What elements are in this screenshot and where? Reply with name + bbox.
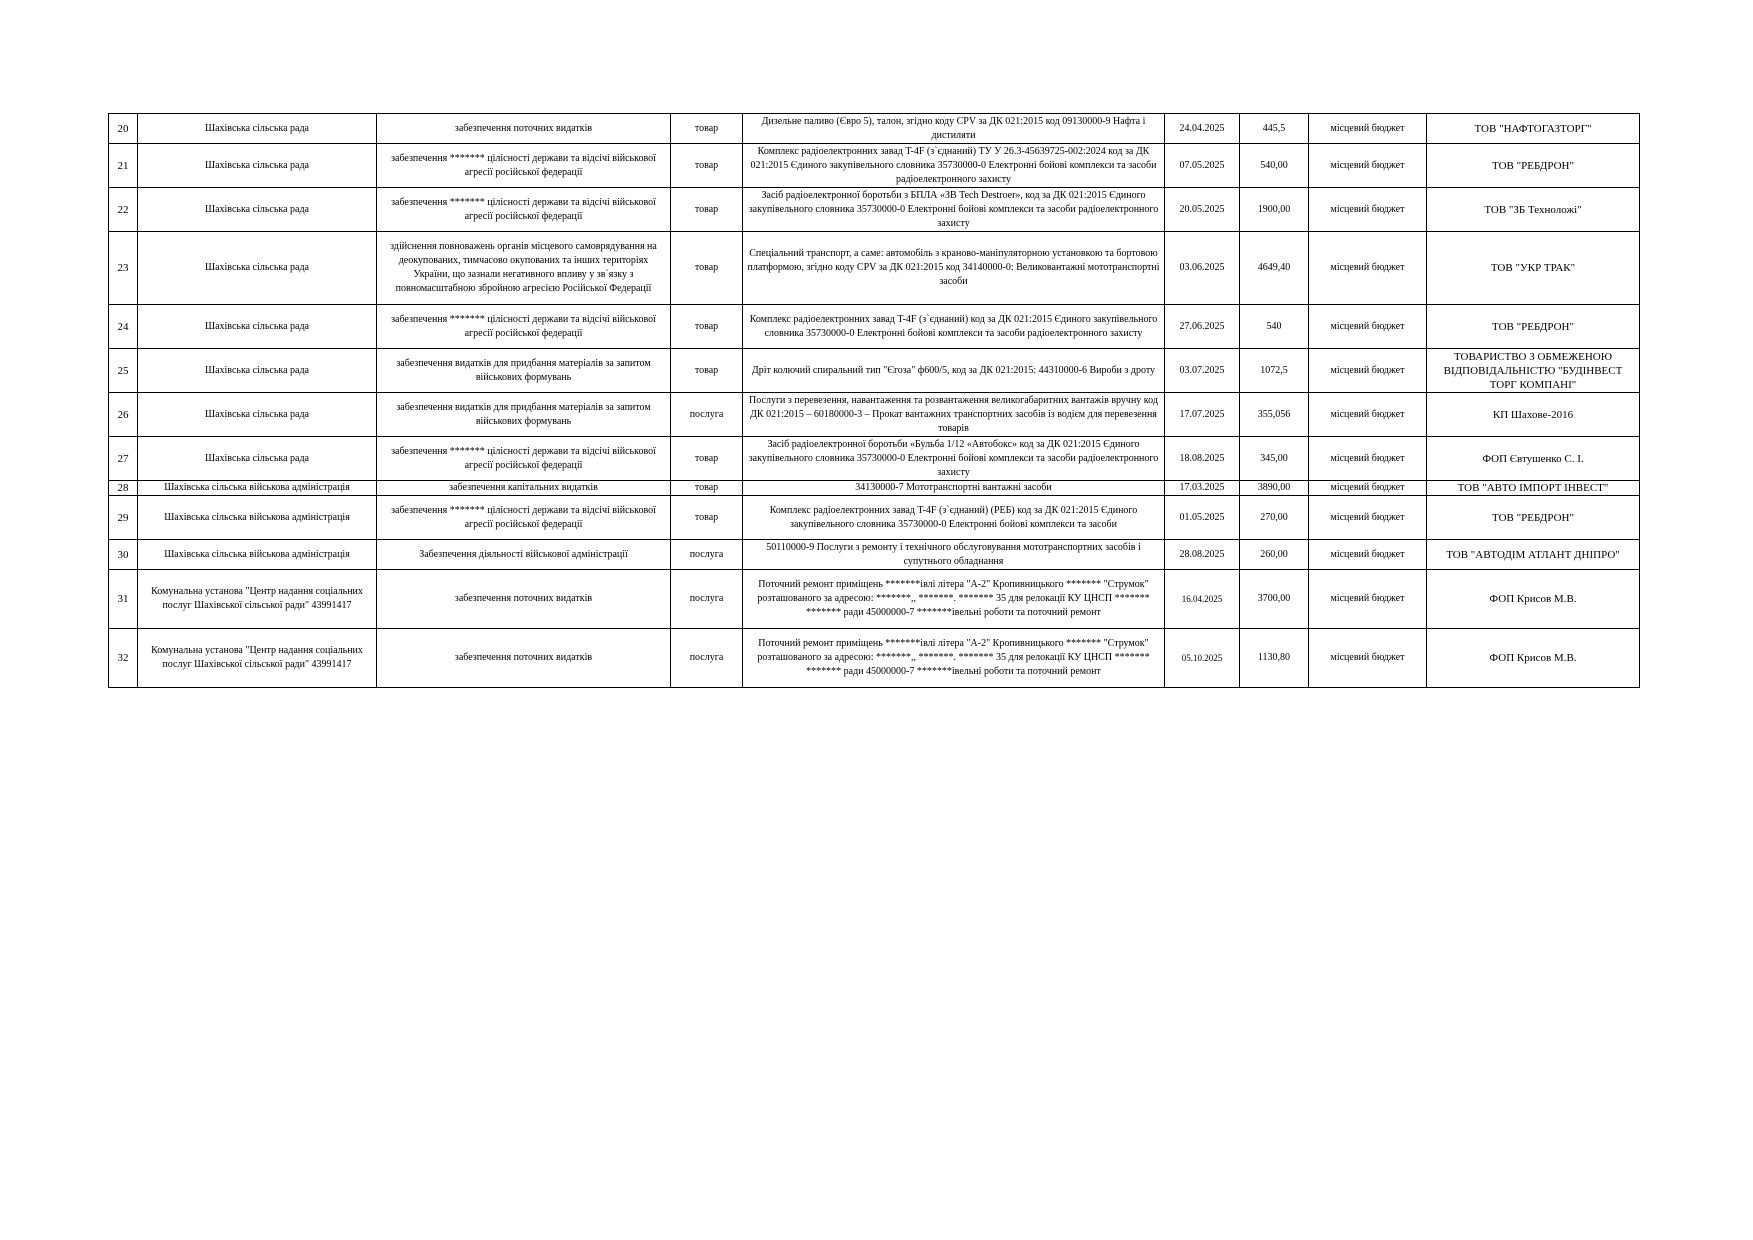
purpose: забезпечення видатків для придбання матеріалів за запитом військових формувань bbox=[377, 393, 671, 437]
customer-name: Шахівська сільська рада bbox=[138, 232, 377, 305]
contract-date: 24.04.2025 bbox=[1165, 114, 1240, 144]
purpose: забезпечення поточних видатків bbox=[377, 570, 671, 629]
procurement-type: товар bbox=[671, 305, 743, 349]
supplier-name: КП Шахове-2016 bbox=[1427, 393, 1640, 437]
purpose: забезпечення ******* цілісності держави та відсічі військової агресії російської федерації bbox=[377, 437, 671, 481]
procurement-type: послуга bbox=[671, 570, 743, 629]
procurement-subject: 34130000-7 Мототранспортні вантажні засоби bbox=[743, 481, 1165, 496]
row-number: 21 bbox=[109, 144, 138, 188]
funding-source: місцевий бюджет bbox=[1309, 629, 1427, 688]
procurement-subject: Дріт колючий спиральний тип "Єгоза" ф600/5, код за ДК 021:2015: 44310000-6 Вироби з дроту bbox=[743, 349, 1165, 393]
table-row bbox=[109, 481, 1640, 496]
procurement-subject: Поточний ремонт приміщень *******івлі літера "А-2" Кропивницького ******* "Струмок" розташованого за адресою: *******,, *******. ******* 35 для релокації КУ ЦНСП ******* ******* ради 45000000-7 *******івельні роботи та поточний ремонт bbox=[743, 629, 1165, 688]
contract-date: 20.05.2025 bbox=[1165, 188, 1240, 232]
purpose: забезпечення ******* цілісності держави та відсічі військової агресії російської федерації bbox=[377, 144, 671, 188]
table-row bbox=[109, 570, 1640, 629]
row-number: 23 bbox=[109, 232, 138, 305]
supplier-name: ТОВАРИСТВО З ОБМЕЖЕНОЮ ВІДПОВІДАЛЬНІСТЮ "БУДІНВЕСТ ТОРГ КОМПАНІ" bbox=[1427, 349, 1640, 393]
row-number: 32 bbox=[109, 629, 138, 688]
customer-name: Шахівська сільська рада bbox=[138, 114, 377, 144]
supplier-name: ТОВ "ЗБ Техноложі" bbox=[1427, 188, 1640, 232]
purpose: забезпечення поточних видатків bbox=[377, 114, 671, 144]
contract-date: 05.10.2025 bbox=[1165, 629, 1240, 688]
customer-name: Шахівська сільська військова адміністрація bbox=[138, 481, 377, 496]
customer-name: Комунальна установа "Центр надання соціальних послуг Шахівської сільської ради" 43991417 bbox=[138, 570, 377, 629]
customer-name: Шахівська сільська рада bbox=[138, 349, 377, 393]
table-row bbox=[109, 629, 1640, 688]
purpose: Забезпечення діяльності військової адміністрації bbox=[377, 540, 671, 570]
table-row bbox=[109, 393, 1640, 437]
row-number: 29 bbox=[109, 496, 138, 540]
contract-date: 03.07.2025 bbox=[1165, 349, 1240, 393]
funding-source: місцевий бюджет bbox=[1309, 188, 1427, 232]
contract-amount: 1130,80 bbox=[1240, 629, 1309, 688]
contract-amount: 4649,40 bbox=[1240, 232, 1309, 305]
purpose: забезпечення поточних видатків bbox=[377, 629, 671, 688]
procurement-subject: Дизельне паливо (Євро 5), талон, згідно коду CPV за ДК 021:2015 код 09130000-9 Нафта і дистиляти bbox=[743, 114, 1165, 144]
supplier-name: ФОП Євтушенко С. І. bbox=[1427, 437, 1640, 481]
contract-date: 27.06.2025 bbox=[1165, 305, 1240, 349]
customer-name: Шахівська сільська рада bbox=[138, 393, 377, 437]
table-row bbox=[109, 188, 1640, 232]
funding-source: місцевий бюджет bbox=[1309, 496, 1427, 540]
contract-date: 28.08.2025 bbox=[1165, 540, 1240, 570]
procurement-type: товар bbox=[671, 144, 743, 188]
procurement-subject: 50110000-9 Послуги з ремонту і технічного обслуговування мототранспортних засобів і супутнього обладнання bbox=[743, 540, 1165, 570]
row-number: 22 bbox=[109, 188, 138, 232]
procurement-type: послуга bbox=[671, 393, 743, 437]
procurement-type: товар bbox=[671, 232, 743, 305]
row-number: 30 bbox=[109, 540, 138, 570]
supplier-name: ФОП Крисов М.В. bbox=[1427, 570, 1640, 629]
table-row bbox=[109, 232, 1640, 305]
customer-name: Шахівська сільська рада bbox=[138, 188, 377, 232]
procurement-type: товар bbox=[671, 481, 743, 496]
funding-source: місцевий бюджет bbox=[1309, 437, 1427, 481]
funding-source: місцевий бюджет bbox=[1309, 114, 1427, 144]
funding-source: місцевий бюджет bbox=[1309, 481, 1427, 496]
customer-name: Шахівська сільська військова адміністрація bbox=[138, 496, 377, 540]
contract-amount: 3890,00 bbox=[1240, 481, 1309, 496]
contract-date: 17.07.2025 bbox=[1165, 393, 1240, 437]
row-number: 24 bbox=[109, 305, 138, 349]
customer-name: Комунальна установа "Центр надання соціальних послуг Шахівської сільської ради" 43991417 bbox=[138, 629, 377, 688]
funding-source: місцевий бюджет bbox=[1309, 144, 1427, 188]
procurement-subject: Поточний ремонт приміщень *******івлі літера "А-2" Кропивницького ******* "Струмок" розташованого за адресою: *******,, *******. ******* 35 для релокації КУ ЦНСП ******* ******* ради 45000000-7 *******івельні роботи та поточний ремонт bbox=[743, 570, 1165, 629]
purpose: забезпечення видатків для придбання матеріалів за запитом військових формувань bbox=[377, 349, 671, 393]
purpose: забезпечення ******* цілісності держави та відсічі військової агресії російської федерації bbox=[377, 305, 671, 349]
contract-date: 18.08.2025 bbox=[1165, 437, 1240, 481]
table-row bbox=[109, 540, 1640, 570]
procurement-table bbox=[108, 113, 1640, 688]
table-row bbox=[109, 114, 1640, 144]
procurement-subject: Комплекс радіоелектронних завад T-4F (з`єднаний) ТУ У 26.3-45639725-002:2024 код за ДК 021:2015 Єдиного закупівельного словника 35730000-0 Електронні бойові комплекси та засоби радіоелектронного захисту bbox=[743, 144, 1165, 188]
procurement-type: послуга bbox=[671, 540, 743, 570]
row-number: 31 bbox=[109, 570, 138, 629]
purpose: здійснення повноважень органів місцевого самоврядування на деокупованих, тимчасово окупованих та інших територіях України, що зазнали негативного впливу у зв`язку з повномасштабною збройною агресією Російської Федерації bbox=[377, 232, 671, 305]
procurement-type: товар bbox=[671, 496, 743, 540]
supplier-name: ТОВ "АВТОДІМ АТЛАНТ ДНІПРО" bbox=[1427, 540, 1640, 570]
procurement-type: товар bbox=[671, 188, 743, 232]
funding-source: місцевий бюджет bbox=[1309, 305, 1427, 349]
supplier-name: ТОВ "РЕБДРОН" bbox=[1427, 144, 1640, 188]
contract-amount: 3700,00 bbox=[1240, 570, 1309, 629]
purpose: забезпечення ******* цілісності держави та відсічі військової агресії російської федерації bbox=[377, 496, 671, 540]
contract-amount: 355,056 bbox=[1240, 393, 1309, 437]
customer-name: Шахівська сільська рада bbox=[138, 305, 377, 349]
table-body bbox=[109, 114, 1640, 688]
contract-amount: 345,00 bbox=[1240, 437, 1309, 481]
contract-date: 01.05.2025 bbox=[1165, 496, 1240, 540]
contract-amount: 540,00 bbox=[1240, 144, 1309, 188]
purpose: забезпечення ******* цілісності держави та відсічі військової агресії російської федерації bbox=[377, 188, 671, 232]
row-number: 26 bbox=[109, 393, 138, 437]
row-number: 25 bbox=[109, 349, 138, 393]
table-row bbox=[109, 305, 1640, 349]
procurement-subject: Комплекс радіоелектронних завад T-4F (з`єднаний) код за ДК 021:2015 Єдиного закупівельного словника 35730000-0 Електронні бойові комплекси та засоби радіоелектронного захисту bbox=[743, 305, 1165, 349]
contract-date: 07.05.2025 bbox=[1165, 144, 1240, 188]
supplier-name: ФОП Крисов М.В. bbox=[1427, 629, 1640, 688]
procurement-type: товар bbox=[671, 437, 743, 481]
customer-name: Шахівська сільська рада bbox=[138, 437, 377, 481]
contract-date: 16.04.2025 bbox=[1165, 570, 1240, 629]
customer-name: Шахівська сільська військова адміністрація bbox=[138, 540, 377, 570]
contract-amount: 1072,5 bbox=[1240, 349, 1309, 393]
table-row bbox=[109, 437, 1640, 481]
supplier-name: ТОВ "АВТО ІМПОРТ ІНВЕСТ" bbox=[1427, 481, 1640, 496]
table-row bbox=[109, 496, 1640, 540]
row-number: 20 bbox=[109, 114, 138, 144]
contract-date: 17.03.2025 bbox=[1165, 481, 1240, 496]
funding-source: місцевий бюджет bbox=[1309, 393, 1427, 437]
funding-source: місцевий бюджет bbox=[1309, 540, 1427, 570]
procurement-subject: Послуги з перевезення, навантаження та розвантаження великогабаритних вантажів вручну код ДК 021:2015 – 60180000-3 – Прокат вантажних транспортних засобів із водієм для перевезення товарів bbox=[743, 393, 1165, 437]
table-row bbox=[109, 144, 1640, 188]
supplier-name: ТОВ "НАФТОГАЗТОРГ" bbox=[1427, 114, 1640, 144]
procurement-subject: Засіб радіоелектронної боротьби «Бульба 1/12 «Автобокс» код за ДК 021:2015 Єдиного закупівельного словника 35730000-0 Електронні бойові комплекси та засоби радіоелектронного захисту bbox=[743, 437, 1165, 481]
supplier-name: ТОВ "РЕБДРОН" bbox=[1427, 496, 1640, 540]
contract-date: 03.06.2025 bbox=[1165, 232, 1240, 305]
procurement-subject: Спеціальний транспорт, а саме: автомобіль з краново-маніпуляторною установкою та бортовою платформою, згідно коду CPV за ДК 021:2015 код 34140000-0: Великовантажні мототранспортні засоби bbox=[743, 232, 1165, 305]
row-number: 28 bbox=[109, 481, 138, 496]
customer-name: Шахівська сільська рада bbox=[138, 144, 377, 188]
purpose: забезпечення капітальних видатків bbox=[377, 481, 671, 496]
contract-amount: 1900,00 bbox=[1240, 188, 1309, 232]
procurement-subject: Засіб радіоелектронної боротьби з БПЛА «ЗВ Tech Destroer», код за ДК 021:2015 Єдиного закупівельного словника 35730000-0 Електронні бойові комплекси та засоби радіоелектронного захисту bbox=[743, 188, 1165, 232]
table-row bbox=[109, 349, 1640, 393]
supplier-name: ТОВ "УКР ТРАК" bbox=[1427, 232, 1640, 305]
contract-amount: 445,5 bbox=[1240, 114, 1309, 144]
contract-amount: 260,00 bbox=[1240, 540, 1309, 570]
supplier-name: ТОВ "РЕБДРОН" bbox=[1427, 305, 1640, 349]
procurement-type: товар bbox=[671, 114, 743, 144]
funding-source: місцевий бюджет bbox=[1309, 349, 1427, 393]
row-number: 27 bbox=[109, 437, 138, 481]
contract-amount: 540 bbox=[1240, 305, 1309, 349]
procurement-subject: Комплекс радіоелектронних завад T-4F (з`єднаний) (РЕБ) код за ДК 021:2015 Єдиного закупівельного словника 35730000-0 Електронні бойові комплекси та засоби bbox=[743, 496, 1165, 540]
funding-source: місцевий бюджет bbox=[1309, 570, 1427, 629]
contract-amount: 270,00 bbox=[1240, 496, 1309, 540]
procurement-type: послуга bbox=[671, 629, 743, 688]
funding-source: місцевий бюджет bbox=[1309, 232, 1427, 305]
procurement-type: товар bbox=[671, 349, 743, 393]
